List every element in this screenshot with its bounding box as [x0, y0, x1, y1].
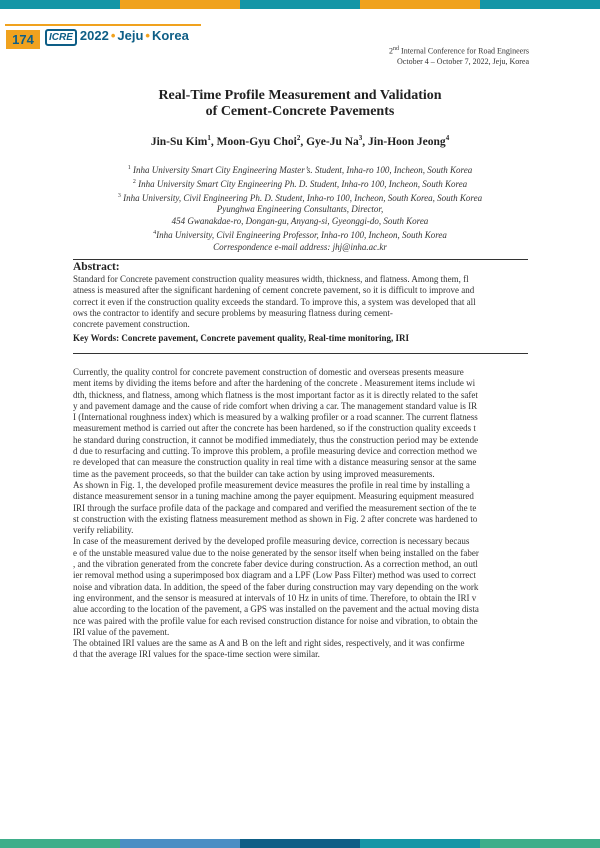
- affiliation-line: $^3$ Inha University, Civil Engineering Ph. D. Student, Inha-ro 100, Incheon, South Korea, South Korea: [117, 192, 483, 203]
- body-line: st construction with the existing flatness measurement method as shown in Fig. 2 after concrete was hardened to: [73, 513, 478, 524]
- body-line: noise and vibration data. In addition, the speed of the faber during construction may vary depending on the work: [73, 581, 479, 592]
- affiliation-line: $^2$ Inha University Smart City Engineering Ph. D. Student, Inha-ro 100, Incheon, South Korea: [132, 178, 468, 189]
- affiliations: [0, 163, 600, 254]
- body-line: ier removal method using a superimposed box diagram and a LPF (Low Pass Filter) method was used to correct: [73, 570, 476, 581]
- keywords: Key Words: Concrete pavement, Concrete pavement quality, Real-time monitoring, IRI: [73, 333, 409, 343]
- body-line: d that the average IRI values for the space-time section were similar.: [73, 649, 320, 660]
- abstract-bottom-rule: [73, 353, 528, 354]
- body-line: he standard during construction, it cannot be modified immediately, thus the construction period may be extende: [73, 434, 479, 445]
- body-line: Currently, the quality control for concrete pavement construction of domestic and overseas presents measure: [73, 367, 464, 377]
- abstract-line: concrete pavement construction.: [73, 319, 190, 330]
- author-name: Gye-Ju Na: [306, 135, 359, 148]
- body-line: As shown in Fig. 1, the developed profile measurement device measures the profile in real time by installing a: [73, 479, 470, 490]
- affiliation-line: Correspondence e-mail address: jhj@inha.ac.kr: [213, 241, 387, 252]
- author-name: Jin-Hoon Jeong: [368, 135, 446, 148]
- abstract-body: [73, 274, 528, 330]
- body-line: y and pavement damage and the cause of ride comfort when driving a car. The management standard value is IR: [73, 400, 478, 411]
- conference-logo: ICRE 2022 • Jeju • Korea: [45, 28, 189, 46]
- conference-dates: October 4 – October 7, 2022, Jeju, Korea: [397, 56, 529, 66]
- body-text: [73, 367, 529, 661]
- page-number: 174: [6, 30, 40, 49]
- body-line: verify reliability.: [73, 525, 134, 536]
- paper-title: Real-Time Profile Measurement and Validation of Cement-Concrete Pavements: [158, 88, 442, 119]
- affiliation-line: $^1$ Inha University Smart City Engineering Master’s. Student, Inha-ro 100, Incheon, South Korea: [127, 165, 473, 175]
- body-line: measurement method is carried out after the concrete has been hardened, so if the construction quality exceeds t: [73, 423, 476, 434]
- body-line: , and the vibration generated from the concrete faber device during construction. As a correction method, an outl: [73, 559, 478, 570]
- logo-brand: ICRE: [45, 29, 77, 46]
- author-list: Jin-Su Kim$^1$, Moon-Gyu Choi$^2$, Gye-Ju Na$^3$, Jin-Hoon Jeong$^4$: [150, 134, 450, 148]
- affiliation-line: $^4$Inha University, Civil Engineering Professor, Inha-ro 100, Incheon, South Korea: [153, 229, 447, 240]
- body-line: ing environment, and the sensor is measured at intervals of 10 Hz in units of time. Therefore, to obtain the IRI v: [73, 592, 477, 603]
- body-line: nce was paired with the profile value for each revised construction distance for noise and vibration, to obtain the: [73, 615, 478, 626]
- body-line: time as the pavement proceeds, so that the builder can take action by using improved measurements.: [73, 468, 435, 479]
- abstract-line: Standard for Concrete pavement construction quality measures width, thickness, and flatness. Among them, fl: [73, 274, 469, 284]
- conference-info: 2nd Internal Conference for Road Engineers October 4 – October 7, 2022, Jeju, Korea: [389, 46, 529, 66]
- logo-place-2: Korea: [151, 28, 189, 43]
- body-line: The obtained IRI values are the same as A and B on the left and right sides, respectively, and it was confirme: [73, 638, 465, 649]
- top-color-stripe: [0, 0, 600, 9]
- abstract-heading: Abstract:: [73, 261, 120, 273]
- author-name: Jin-Su Kim: [150, 135, 208, 148]
- header-orange-rule: [5, 24, 201, 26]
- body-line: In case of the measurement derived by the developed profile measuring device, correction is necessary becaus: [73, 536, 470, 547]
- body-line: dth, thickness, and flatness, among which flatness is the most important factor as it is directly related to the safet: [73, 389, 478, 400]
- body-line: distance measurement sensor in a tuning machine among the payer equipment. Measuring equipment measured: [73, 491, 474, 502]
- author-name: Moon-Gyu Choi: [216, 135, 297, 148]
- bottom-color-stripe: [0, 839, 600, 848]
- body-line: d due to resurfacing and cutting. To improve this problem, a profile measuring device and correction method we: [73, 446, 477, 457]
- affiliation-line: 454 Gwanakdae-ro, Dongan-gu, Anyang-si, Gyeonggi-do, South Korea: [171, 216, 429, 227]
- abstract-line: ows the contractor to identify and secure problems by measuring flatness during cement-: [73, 307, 393, 318]
- body-line: IRI value of the pavement.: [73, 626, 170, 637]
- logo-year: 2022: [79, 28, 109, 43]
- abstract-top-rule: [73, 259, 528, 260]
- body-line: ment items by dividing the items before and after the hardening of the concrete . Measurement items include wi: [73, 378, 476, 389]
- body-line: re developed that can measure the construction quality in real time with a distance measuring sensor at the same: [73, 457, 477, 468]
- affiliation-line: Pyunghwa Engineering Consultants, Director,: [216, 204, 384, 215]
- abstract-line: correct it even if the construction quality exceeds the standard. To improve this, a system was developed that all: [73, 296, 476, 307]
- body-line: e of the unstable measured value due to the noise generated by the sensor itself when being installed on the faber: [73, 547, 479, 558]
- logo-place-1: Jeju: [117, 28, 144, 43]
- body-line: IRI through the surface profile data of the package and compared and verified the measurement section of the te: [73, 502, 477, 513]
- body-line: alue according to the location of the pavement, a GPS was installed on the pavement and the actual moving dista: [73, 604, 479, 615]
- body-line: I (International roughness index) which is measured by a walking profiler or a road scanner. The current flatness: [73, 412, 478, 423]
- abstract-line: atness is measured after the significant hardening of cement concrete pavement, so it is difficult to improve and: [73, 285, 475, 296]
